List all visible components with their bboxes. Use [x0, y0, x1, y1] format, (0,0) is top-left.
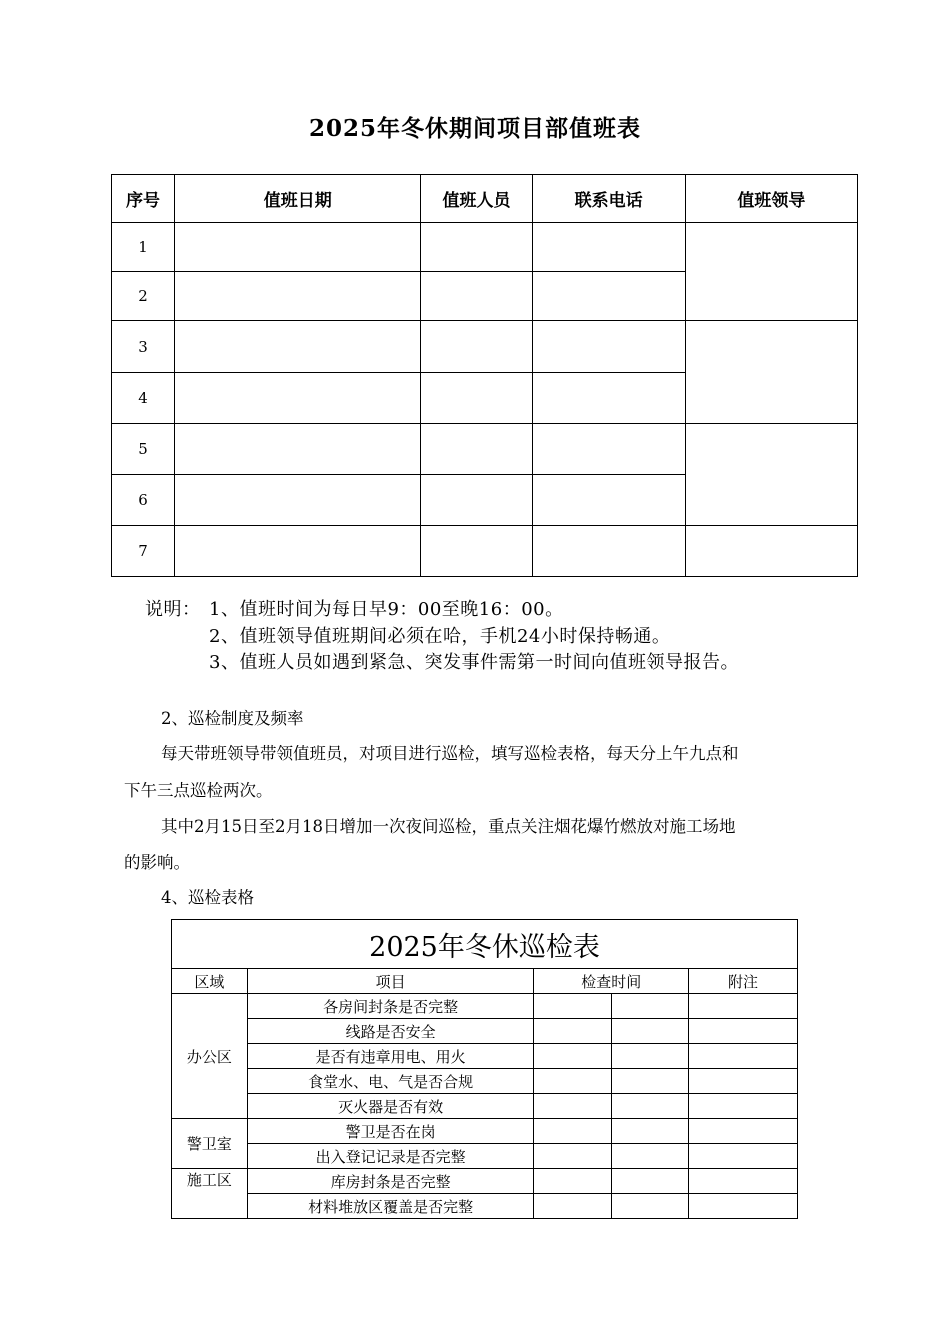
table-row — [172, 1194, 798, 1219]
row-number: 1 — [112, 223, 175, 272]
item-cell: 是否有违章用电、用火 — [247, 1044, 534, 1069]
table-row — [172, 1044, 798, 1069]
table-row — [172, 1094, 798, 1119]
staff-cell[interactable] — [421, 526, 532, 577]
col-header-area: 区域 — [172, 969, 248, 994]
row-number: 7 — [112, 526, 175, 577]
staff-cell[interactable] — [421, 424, 532, 475]
section-heading: 4、巡检表格 — [161, 888, 254, 907]
item-cell: 材料堆放区覆盖是否完整 — [247, 1194, 534, 1219]
remarks-cell[interactable] — [689, 1044, 798, 1069]
remarks-cell[interactable] — [689, 994, 798, 1019]
check-time-pm-cell[interactable] — [612, 1169, 689, 1194]
check-time-am-cell[interactable] — [534, 1044, 612, 1069]
remarks-cell[interactable] — [689, 1094, 798, 1119]
row-number: 3 — [112, 321, 175, 373]
col-header-date: 值班日期 — [175, 175, 421, 223]
table-row — [112, 526, 858, 577]
remarks-cell[interactable] — [689, 1194, 798, 1219]
row-number: 5 — [112, 424, 175, 475]
item-cell: 灭火器是否有效 — [247, 1094, 534, 1119]
staff-cell[interactable] — [421, 321, 532, 373]
col-header-check-time: 检查时间 — [534, 969, 689, 994]
col-header-leader: 值班领导 — [685, 175, 857, 223]
col-header-seq: 序号 — [112, 175, 175, 223]
date-cell[interactable] — [175, 475, 421, 526]
check-time-pm-cell[interactable] — [612, 1119, 689, 1144]
item-cell: 警卫是否在岗 — [247, 1119, 534, 1144]
table-row — [172, 994, 798, 1019]
patrol-table-title: 2025年冬休巡检表 — [172, 920, 798, 969]
table-row — [172, 1144, 798, 1169]
check-time-am-cell[interactable] — [534, 1194, 612, 1219]
row-number: 6 — [112, 475, 175, 526]
check-time-am-cell[interactable] — [534, 1019, 612, 1044]
phone-cell[interactable] — [532, 321, 685, 373]
paragraph-line: 的影响。 — [124, 853, 190, 872]
item-cell: 出入登记记录是否完整 — [247, 1144, 534, 1169]
date-cell[interactable] — [175, 272, 421, 321]
check-time-am-cell[interactable] — [534, 1144, 612, 1169]
staff-cell[interactable] — [421, 373, 532, 424]
leader-cell[interactable] — [685, 526, 857, 577]
remarks-cell[interactable] — [689, 1169, 798, 1194]
check-time-am-cell[interactable] — [534, 1169, 612, 1194]
check-time-am-cell[interactable] — [534, 1119, 612, 1144]
remarks-cell[interactable] — [689, 1144, 798, 1169]
leader-cell[interactable] — [685, 223, 857, 321]
paragraph-line: 下午三点巡检两次。 — [124, 781, 273, 800]
staff-cell[interactable] — [421, 272, 532, 321]
note-item: 2、值班领导值班期间必须在哈，手机24小时保持畅通。 — [209, 626, 671, 647]
date-cell[interactable] — [175, 526, 421, 577]
duty-table — [111, 174, 858, 577]
section-heading: 2、巡检制度及频率 — [161, 709, 304, 728]
check-time-pm-cell[interactable] — [612, 1144, 689, 1169]
check-time-pm-cell[interactable] — [612, 994, 689, 1019]
area-cell: 办公区 — [172, 994, 248, 1119]
row-number: 4 — [112, 373, 175, 424]
check-time-pm-cell[interactable] — [612, 1194, 689, 1219]
col-header-remarks: 附注 — [689, 969, 798, 994]
staff-cell[interactable] — [421, 223, 532, 272]
phone-cell[interactable] — [532, 526, 685, 577]
check-time-pm-cell[interactable] — [612, 1044, 689, 1069]
page-title: 2025年冬休期间项目部值班表 — [308, 115, 641, 142]
table-row — [112, 223, 858, 272]
check-time-am-cell[interactable] — [534, 1069, 612, 1094]
area-cell: 施工区 — [172, 1169, 248, 1219]
check-time-am-cell[interactable] — [534, 1094, 612, 1119]
table-row — [172, 1169, 798, 1194]
remarks-cell[interactable] — [689, 1119, 798, 1144]
phone-cell[interactable] — [532, 223, 685, 272]
check-time-pm-cell[interactable] — [612, 1094, 689, 1119]
date-cell[interactable] — [175, 321, 421, 373]
table-row — [172, 1119, 798, 1144]
col-header-phone: 联系电话 — [532, 175, 685, 223]
note-item: 1、值班时间为每日早9：00至晚16：00。 — [209, 599, 564, 620]
paragraph-line: 其中2月15日至2月18日增加一次夜间巡检，重点关注烟花爆竹燃放对施工场地 — [161, 817, 736, 836]
date-cell[interactable] — [175, 373, 421, 424]
item-cell: 线路是否安全 — [247, 1019, 534, 1044]
table-row — [112, 321, 858, 373]
leader-cell[interactable] — [685, 321, 857, 424]
duty-header-row — [112, 175, 858, 223]
patrol-table — [171, 919, 798, 1219]
table-row — [112, 424, 858, 475]
check-time-pm-cell[interactable] — [612, 1069, 689, 1094]
phone-cell[interactable] — [532, 373, 685, 424]
note-item: 3、值班人员如遇到紧急、突发事件需第一时间向值班领导报告。 — [209, 652, 739, 673]
phone-cell[interactable] — [532, 272, 685, 321]
date-cell[interactable] — [175, 223, 421, 272]
patrol-header-row — [172, 969, 798, 994]
remarks-cell[interactable] — [689, 1019, 798, 1044]
remarks-cell[interactable] — [689, 1069, 798, 1094]
row-number: 2 — [112, 272, 175, 321]
staff-cell[interactable] — [421, 475, 532, 526]
phone-cell[interactable] — [532, 424, 685, 475]
notes-label: 说明： — [145, 599, 201, 620]
phone-cell[interactable] — [532, 475, 685, 526]
table-row — [172, 1069, 798, 1094]
item-cell: 各房间封条是否完整 — [247, 994, 534, 1019]
check-time-am-cell[interactable] — [534, 994, 612, 1019]
paragraph-line: 每天带班领导带领值班员，对项目进行巡检，填写巡检表格，每天分上午九点和 — [161, 744, 739, 763]
col-header-staff: 值班人员 — [421, 175, 532, 223]
check-time-pm-cell[interactable] — [612, 1019, 689, 1044]
table-row — [172, 1019, 798, 1044]
item-cell: 食堂水、电、气是否合规 — [247, 1069, 534, 1094]
item-cell: 库房封条是否完整 — [247, 1169, 534, 1194]
col-header-item: 项目 — [247, 969, 534, 994]
date-cell[interactable] — [175, 424, 421, 475]
patrol-title-row — [172, 920, 798, 969]
leader-cell[interactable] — [685, 424, 857, 526]
area-cell: 警卫室 — [172, 1119, 248, 1169]
